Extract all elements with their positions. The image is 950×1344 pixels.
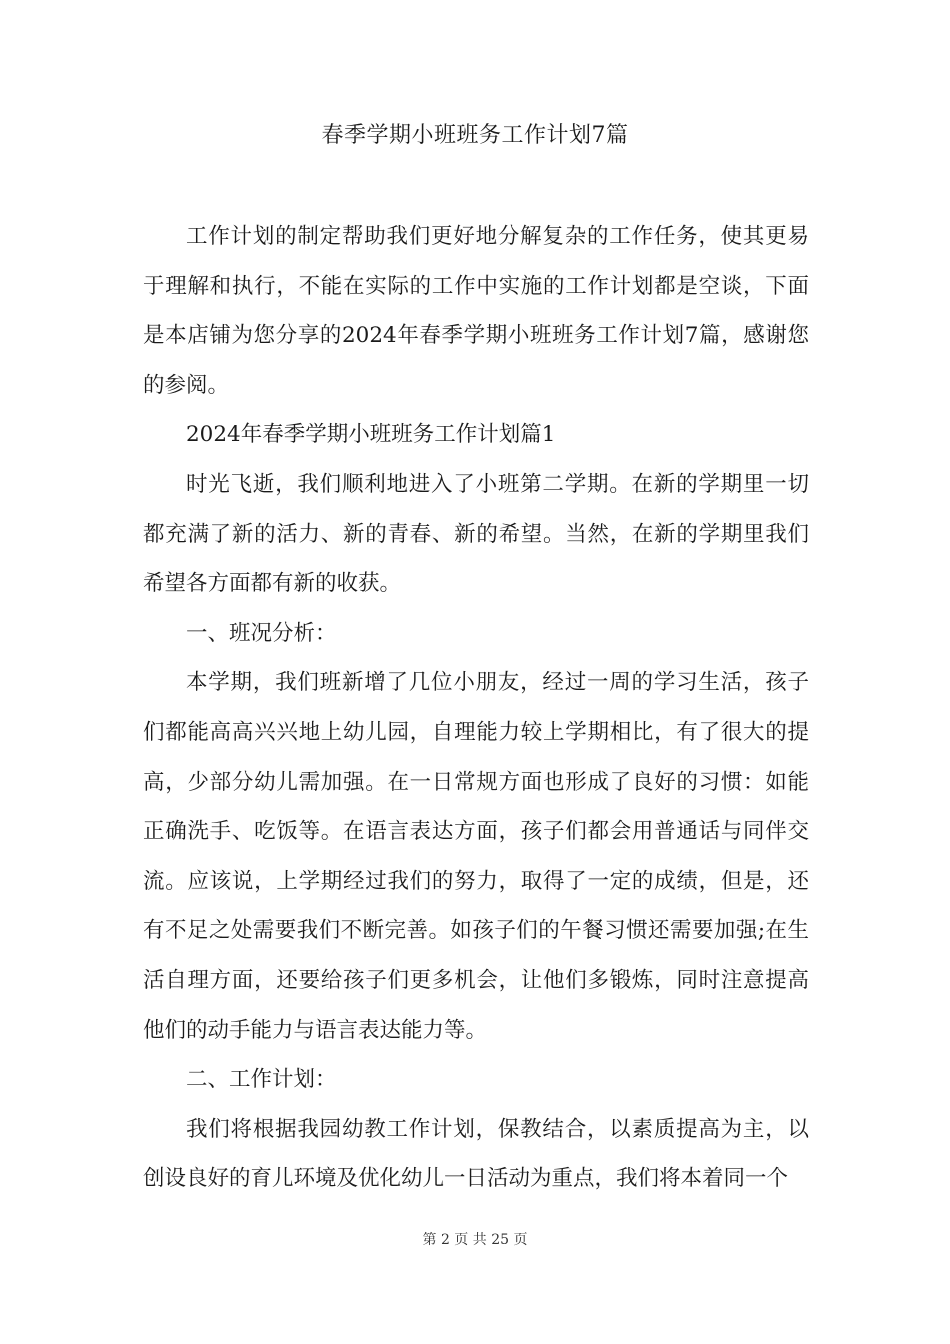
document-title: 春季学期小班班务工作计划7篇	[321, 123, 629, 148]
section-heading-plan-1: 2024年春季学期小班班务工作计划篇1	[186, 422, 556, 448]
body-paragraph: 本学期，我们班新增了几位小朋友，经过一周的学习生活，孩子们都能高高兴兴地上幼儿园，自理能力较上学期相比，有了很大的提高，少部分幼儿需加强。在一日常规方面也形成了良好的习惯：如能正确洗手、吃饭等。在语言表达方面，孩子们都会用普通话与同伴交流。应该说，上学期经过我们的努力，取得了一定的成绩，但是，还有不足之处需要我们不断完善。如孩子们的午餐习惯还需要加强;在生活自理方面，还要给孩子们更多机会，让他们多锻炼，同时注意提高他们的动手能力与语言表达能力等。	[143, 670, 809, 1043]
body-paragraph: 我们将根据我园幼教工作计划，保教结合，以素质提高为主，以创设良好的育儿环境及优化幼儿一日活动为重点，我们将本着同一个	[143, 1116, 809, 1192]
document-body	[143, 212, 809, 1204]
intro-paragraph: 工作计划的制定帮助我们更好地分解复杂的工作任务，使其更易于理解和执行，不能在实际的工作中实施的工作计划都是空谈，下面是本店铺为您分享的2024年春季学期小班班务工作计划7篇，感谢您的参阅。	[143, 224, 809, 398]
section-heading-work-plan: 二、工作计划：	[186, 1067, 337, 1093]
body-paragraph: 时光飞逝，我们顺利地进入了小班第二学期。在新的学期里一切都充满了新的活力、新的青春、新的希望。当然，在新的学期里我们希望各方面都有新的收获。	[143, 471, 809, 597]
page-number-footer: 第 2 页 共 25 页	[422, 1232, 528, 1248]
section-heading-class-analysis: 一、班况分析：	[186, 620, 337, 646]
